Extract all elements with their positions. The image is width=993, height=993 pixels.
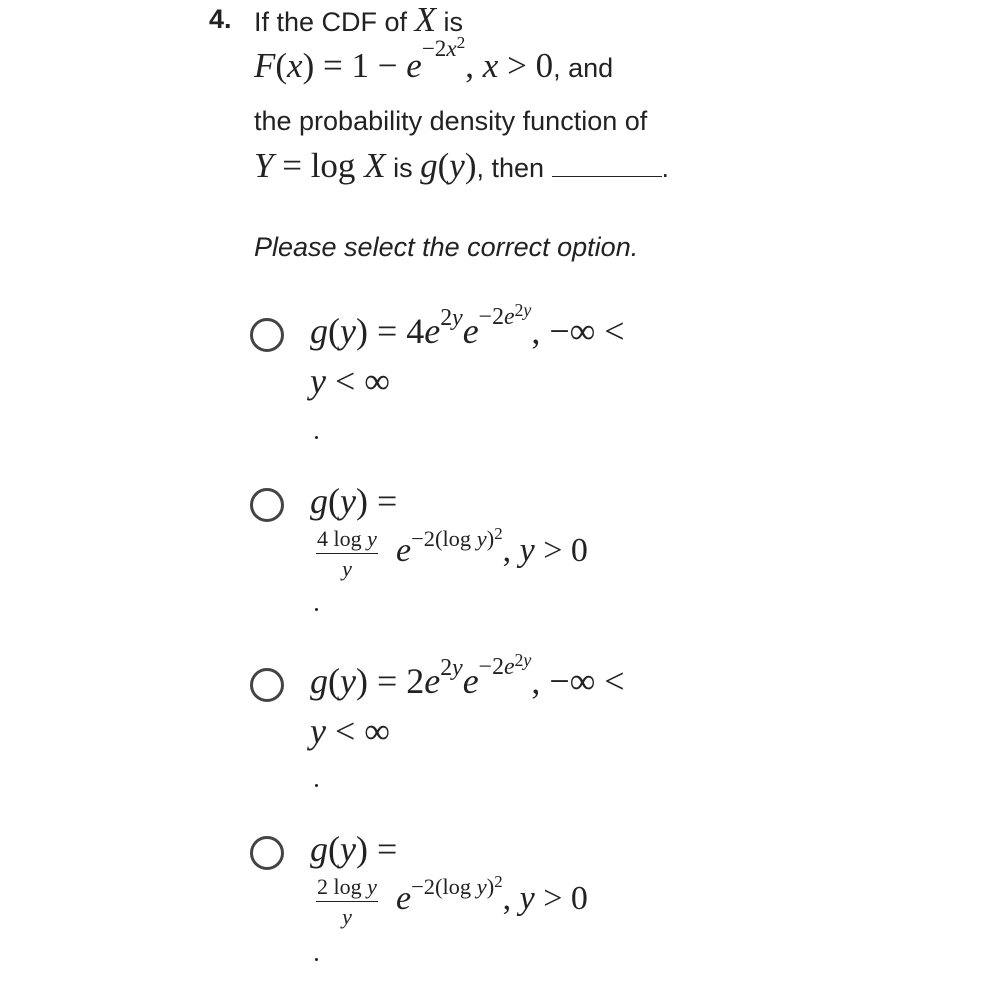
- question-line-1: [254, 0, 463, 40]
- option-a-formula-line-1: $g(y) = 4e^{2y}e^{-2e^{2y}}$, −∞ <: [310, 299, 625, 351]
- question-text: , and: [553, 53, 614, 83]
- option-d-fraction: $\frac{\text{2 log y}}{y}$: [317, 874, 377, 929]
- option-b[interactable]: [248, 480, 808, 620]
- option-a-formula-line-2: y < ∞: [310, 361, 390, 401]
- question-number: 4.: [209, 4, 232, 34]
- cdf-formula: $F(x) = 1 - e^{-2x^2}$, x > 0: [254, 33, 554, 85]
- trailing-dot: [315, 436, 318, 439]
- trailing-dot: [315, 784, 318, 787]
- question-line-3: the probability density function of: [254, 106, 648, 136]
- option-c[interactable]: [248, 649, 808, 800]
- option-c-formula-line-2: y < ∞: [310, 711, 390, 751]
- question-text: If the CDF of: [254, 7, 408, 37]
- pdf-symbol: g(y): [420, 146, 477, 185]
- question-text: is: [443, 7, 463, 37]
- option-a[interactable]: [248, 299, 808, 450]
- radio-button[interactable]: [250, 836, 284, 870]
- radio-button[interactable]: [250, 318, 284, 352]
- question-line-4: [254, 146, 669, 186]
- answer-blank: [552, 152, 662, 177]
- option-b-formula-line-1: g(y) =: [310, 481, 398, 521]
- trailing-dot: [315, 608, 318, 611]
- radio-button[interactable]: [250, 668, 284, 702]
- radio-button[interactable]: [250, 488, 284, 522]
- question-text: , then: [476, 153, 545, 183]
- option-b-fraction: $\frac{\text{4 log y}}{y}$: [317, 526, 377, 581]
- trailing-dot: [315, 958, 318, 961]
- math-variable-X: X: [414, 0, 436, 39]
- option-d[interactable]: [248, 828, 808, 968]
- transform-formula: Y = log X: [254, 146, 386, 185]
- option-b-formula-line-2: $e^{-2(log y)^2}$, y > 0: [396, 523, 588, 569]
- option-c-formula-line-1: $g(y) = 2e^{2y}e^{-2e^{2y}}$, −∞ <: [310, 649, 625, 701]
- question-text: is: [393, 153, 413, 183]
- option-d-formula-line-2: $e^{-2(log y)^2}$, y > 0: [396, 871, 588, 917]
- question-text: .: [661, 153, 670, 183]
- question-line-2: [254, 33, 614, 86]
- option-d-formula-line-1: g(y) =: [310, 829, 398, 869]
- instruction-text: Please select the correct option.: [254, 232, 639, 262]
